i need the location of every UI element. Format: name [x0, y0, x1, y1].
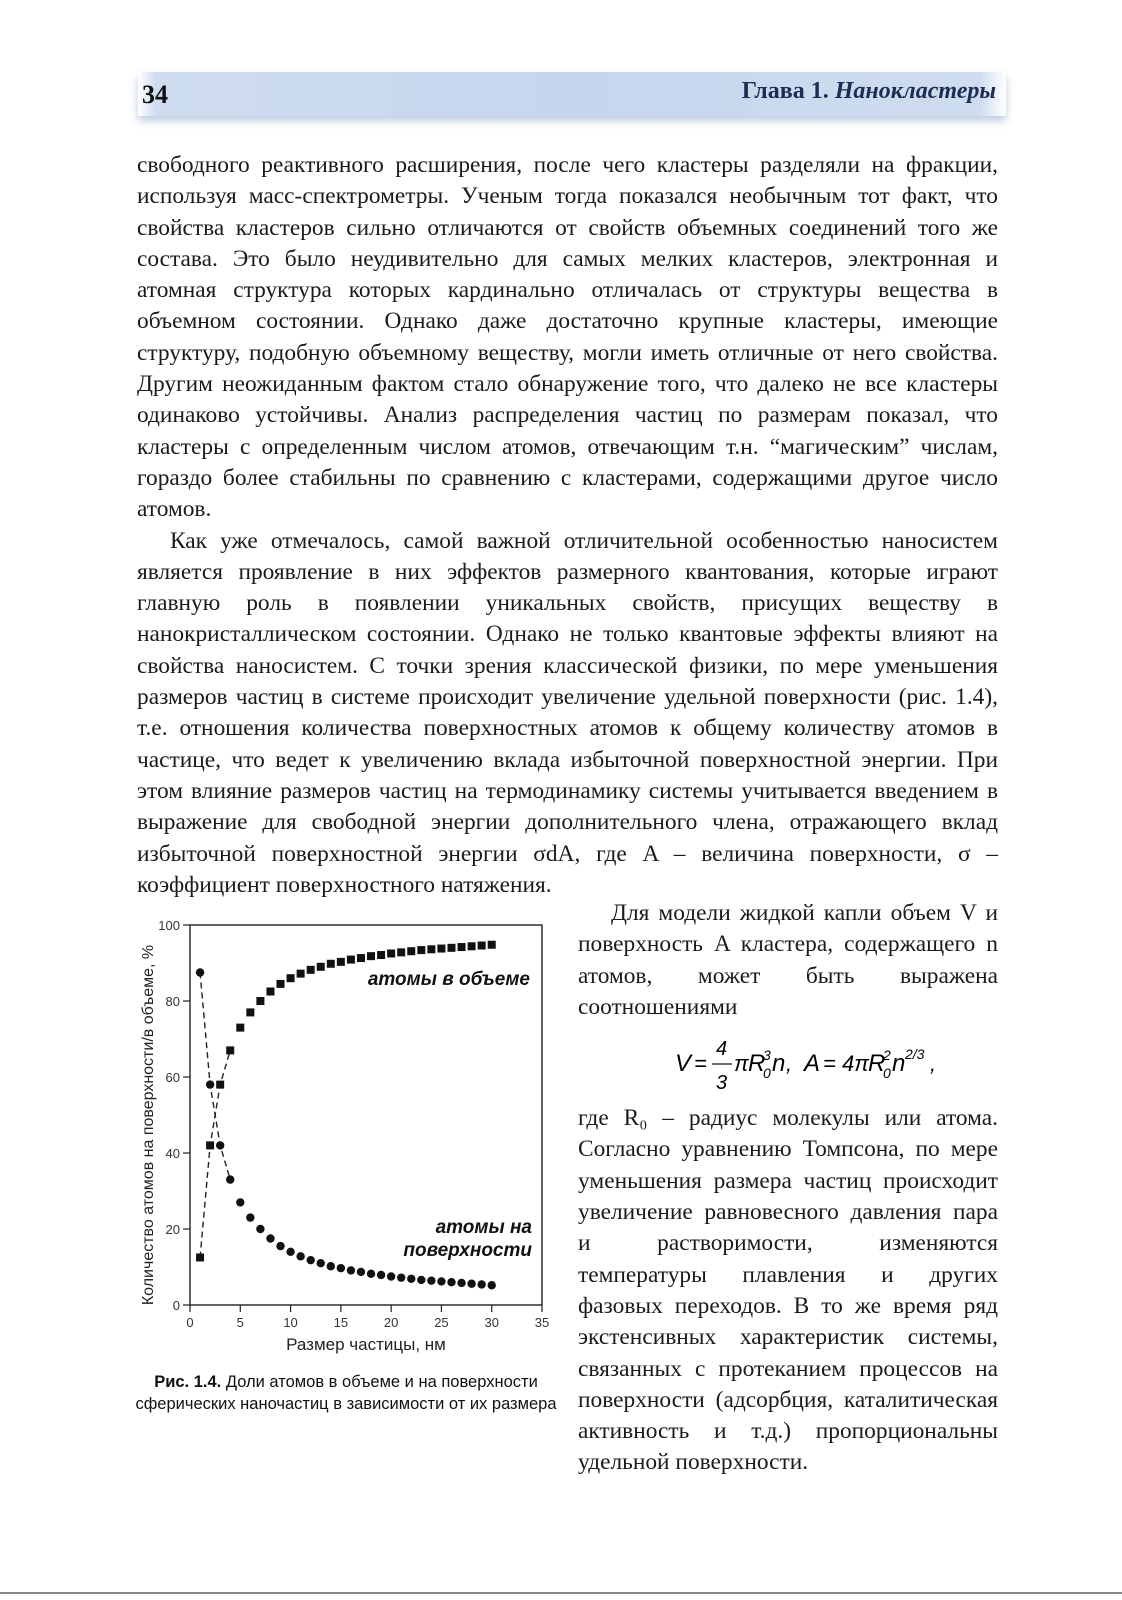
surface-data-point — [377, 1271, 385, 1279]
page-number: 34 — [142, 80, 168, 109]
volume-data-point — [347, 956, 355, 964]
series-label-volume: атомы в объеме — [367, 969, 530, 990]
paragraph: Для модели жидкой капли объем V и поверхность A кластера, содержащего n атомов, может быть выражена соотношениями — [578, 900, 998, 1020]
volume-data-point — [327, 960, 335, 968]
surface-data-point — [256, 1225, 264, 1233]
svg-text:3: 3 — [716, 1072, 728, 1095]
svg-text:2/3: 2/3 — [905, 1046, 925, 1063]
surface-data-point — [417, 1276, 425, 1284]
svg-text:0: 0 — [763, 1065, 771, 1082]
y-tick-label: 60 — [165, 1070, 180, 1085]
surface-data-point — [286, 1248, 294, 1256]
surface-data-point — [477, 1280, 485, 1288]
page-bottom-rule — [0, 1592, 1122, 1594]
volume-data-point — [488, 941, 496, 949]
series-label-surface-line1: атомы на — [435, 1217, 532, 1238]
figure-caption — [130, 1371, 562, 1415]
surface-data-point — [296, 1252, 304, 1260]
surface-data-point — [488, 1281, 496, 1289]
volume-data-point — [468, 942, 476, 950]
surface-data-point — [347, 1266, 355, 1274]
surface-data-point — [407, 1275, 415, 1283]
y-tick-label: 20 — [165, 1222, 180, 1237]
chart — [130, 905, 560, 1365]
caption-label: Рис. 1.4. — [154, 1373, 222, 1391]
svg-text:4π: 4π — [842, 1051, 869, 1077]
volume-data-point — [367, 952, 375, 960]
svg-text:π: π — [734, 1051, 749, 1077]
y-axis-label: Количество атомов на поверхности/в объеме, % — [140, 944, 157, 1306]
volume-data-point — [216, 1081, 224, 1089]
surface-data-point — [206, 1080, 214, 1088]
chapter-label: Глава 1. — [741, 78, 829, 104]
surface-data-point — [357, 1268, 365, 1276]
x-tick-label: 10 — [283, 1315, 298, 1330]
svg-text:,: , — [786, 1051, 793, 1077]
body-text — [137, 150, 998, 901]
surface-data-point — [216, 1141, 224, 1149]
x-tick-label: 0 — [186, 1315, 194, 1330]
volume-data-point — [206, 1141, 214, 1149]
caption-text: Доли атомов в объеме и на поверхности сферических наночастиц в зависимости от их размера — [135, 1373, 557, 1413]
y-tick-label: 100 — [158, 918, 180, 933]
svg-text:,: , — [930, 1051, 937, 1077]
volume-data-point — [287, 974, 295, 982]
volume-data-point — [437, 945, 445, 953]
volume-data-point — [307, 966, 315, 974]
svg-text:2: 2 — [883, 1047, 891, 1064]
surface-data-point — [236, 1198, 244, 1206]
svg-text:0: 0 — [883, 1065, 891, 1082]
volume-data-point — [397, 948, 405, 956]
volume-data-point — [246, 1008, 254, 1016]
surface-data-point — [246, 1213, 254, 1221]
volume-data-point — [226, 1046, 234, 1054]
volume-data-point — [236, 1024, 244, 1032]
volume-data-point — [317, 963, 325, 971]
surface-data-point — [457, 1279, 465, 1287]
running-head — [742, 78, 996, 105]
svg-text:3: 3 — [763, 1047, 771, 1064]
svg-text:=: = — [823, 1051, 836, 1077]
x-tick-label: 35 — [534, 1315, 550, 1330]
y-tick-label: 40 — [165, 1146, 180, 1161]
surface-data-point — [437, 1277, 445, 1285]
surface-data-point — [387, 1272, 395, 1280]
surface-data-point — [427, 1276, 435, 1284]
surface-data-point — [467, 1280, 475, 1288]
paragraph: где R₀ – радиус молекулы или атома. Согласно уравнению Томпсона, по мере уменьшения размера частиц происходит увеличение равновесного давления пара и растворимости, изменяются температуры плавления и других фазовых переходов. В то же время ряд экстенсивных характеристик системы, связанных с протеканием процессов на поверхности (адсорбция, каталитическая активность и т.д.) пропорциональны удельной поверхности. — [578, 1105, 998, 1476]
surface-data-point — [367, 1270, 375, 1278]
volume-data-point — [387, 950, 395, 958]
surface-data-point — [397, 1273, 405, 1281]
volume-data-point — [266, 988, 274, 996]
x-tick-label: 20 — [383, 1315, 399, 1330]
svg-text:=: = — [694, 1051, 707, 1077]
surface-data-point — [327, 1262, 335, 1270]
svg-text:R: R — [748, 1050, 766, 1078]
volume-data-point — [417, 946, 425, 954]
x-tick-label: 30 — [484, 1315, 499, 1330]
surface-data-point — [226, 1175, 234, 1183]
surface-data-point — [337, 1264, 345, 1272]
surface-data-point — [276, 1242, 284, 1250]
volume-data-point — [337, 958, 345, 966]
volume-surface-formula — [578, 1029, 998, 1099]
volume-data-point — [427, 945, 435, 953]
surface-data-point — [196, 968, 204, 976]
volume-data-point — [377, 951, 385, 959]
surface-connector-line — [200, 973, 230, 1180]
volume-data-point — [407, 947, 415, 955]
volume-data-point — [447, 944, 455, 952]
volume-connector-line — [200, 1050, 230, 1257]
surface-data-point — [306, 1256, 314, 1264]
volume-data-point — [478, 942, 486, 950]
chapter-title: Нанокластеры — [834, 78, 996, 104]
volume-data-point — [277, 980, 285, 988]
volume-data-point — [458, 943, 466, 951]
svg-text:V: V — [675, 1050, 692, 1078]
y-tick-label: 0 — [172, 1298, 180, 1313]
x-tick-label: 5 — [236, 1315, 244, 1330]
volume-data-point — [196, 1254, 204, 1262]
svg-text:n: n — [772, 1050, 786, 1078]
surface-data-point — [317, 1259, 325, 1267]
y-tick-label: 80 — [165, 994, 180, 1009]
volume-data-point — [297, 970, 305, 978]
series-label-surface-line2: поверхности — [403, 1240, 532, 1261]
surface-data-point — [266, 1234, 274, 1242]
paragraph: свободного реактивного расширения, после чего кластеры разделяли на фракции, используя масс-спектрометры. Ученым тогда показался необычным тот факт, что свойства кластеров сильно отличаются от свойств объемных соединений того же состава. Это было неудивительно для самых мелких кластеров, электронная и атомная структура которых кардинально отличалась от структуры вещества в объемном состоянии. Однако даже достаточно крупные кластеры, имеющие структуру, подобную объемному веществу, могли иметь отличные от него свойства. Другим неожиданным фактом стало обнаружение того, что далеко не все кластеры одинаково устойчивы. Анализ распределения частиц по размерам показал, что кластеры с определенным числом атомов, отвечающим т.н. “магическим” числам, гораздо более стабильны по сравнению с кластерами, содержащими другое число атомов. — [137, 152, 998, 523]
svg-text:R: R — [868, 1050, 886, 1078]
volume-data-point — [357, 954, 365, 962]
surface-data-point — [447, 1278, 455, 1286]
x-tick-label: 25 — [434, 1315, 449, 1330]
right-column-text — [578, 898, 998, 1479]
svg-text:4: 4 — [716, 1038, 728, 1061]
x-tick-label: 15 — [333, 1315, 349, 1330]
svg-text:A: A — [804, 1050, 821, 1078]
x-axis-label: Размер частицы, нм — [286, 1335, 446, 1354]
paragraph: Как уже отмечалось, самой важной отличительной особенностью наносистем является проявление в них эффектов размерного квантования, которые играют главную роль в появлении уникальных свойств, присущих веществу в нанокристаллическом состоянии. Однако не только квантовые эффекты влияют на свойства наносистем. С точки зрения классической физики, по мере уменьшения размеров частиц в системе происходит увеличение удельной поверхности (рис. 1.4), т.е. отношения количества поверхностных атомов к общему количеству атомов в частице, что ведет к увеличению вклада избыточной поверхностной энергии. При этом влияние размеров частиц на термодинамику системы учитывается введением в выражение для свободной энергии дополнительного члена, отражающего вклад избыточной поверхностной энергии σdA, где A – величина поверхности, σ – коэффициент поверхностного натяжения. — [137, 527, 998, 898]
figure — [130, 905, 560, 1365]
volume-data-point — [256, 997, 264, 1005]
svg-text:n: n — [892, 1050, 906, 1078]
